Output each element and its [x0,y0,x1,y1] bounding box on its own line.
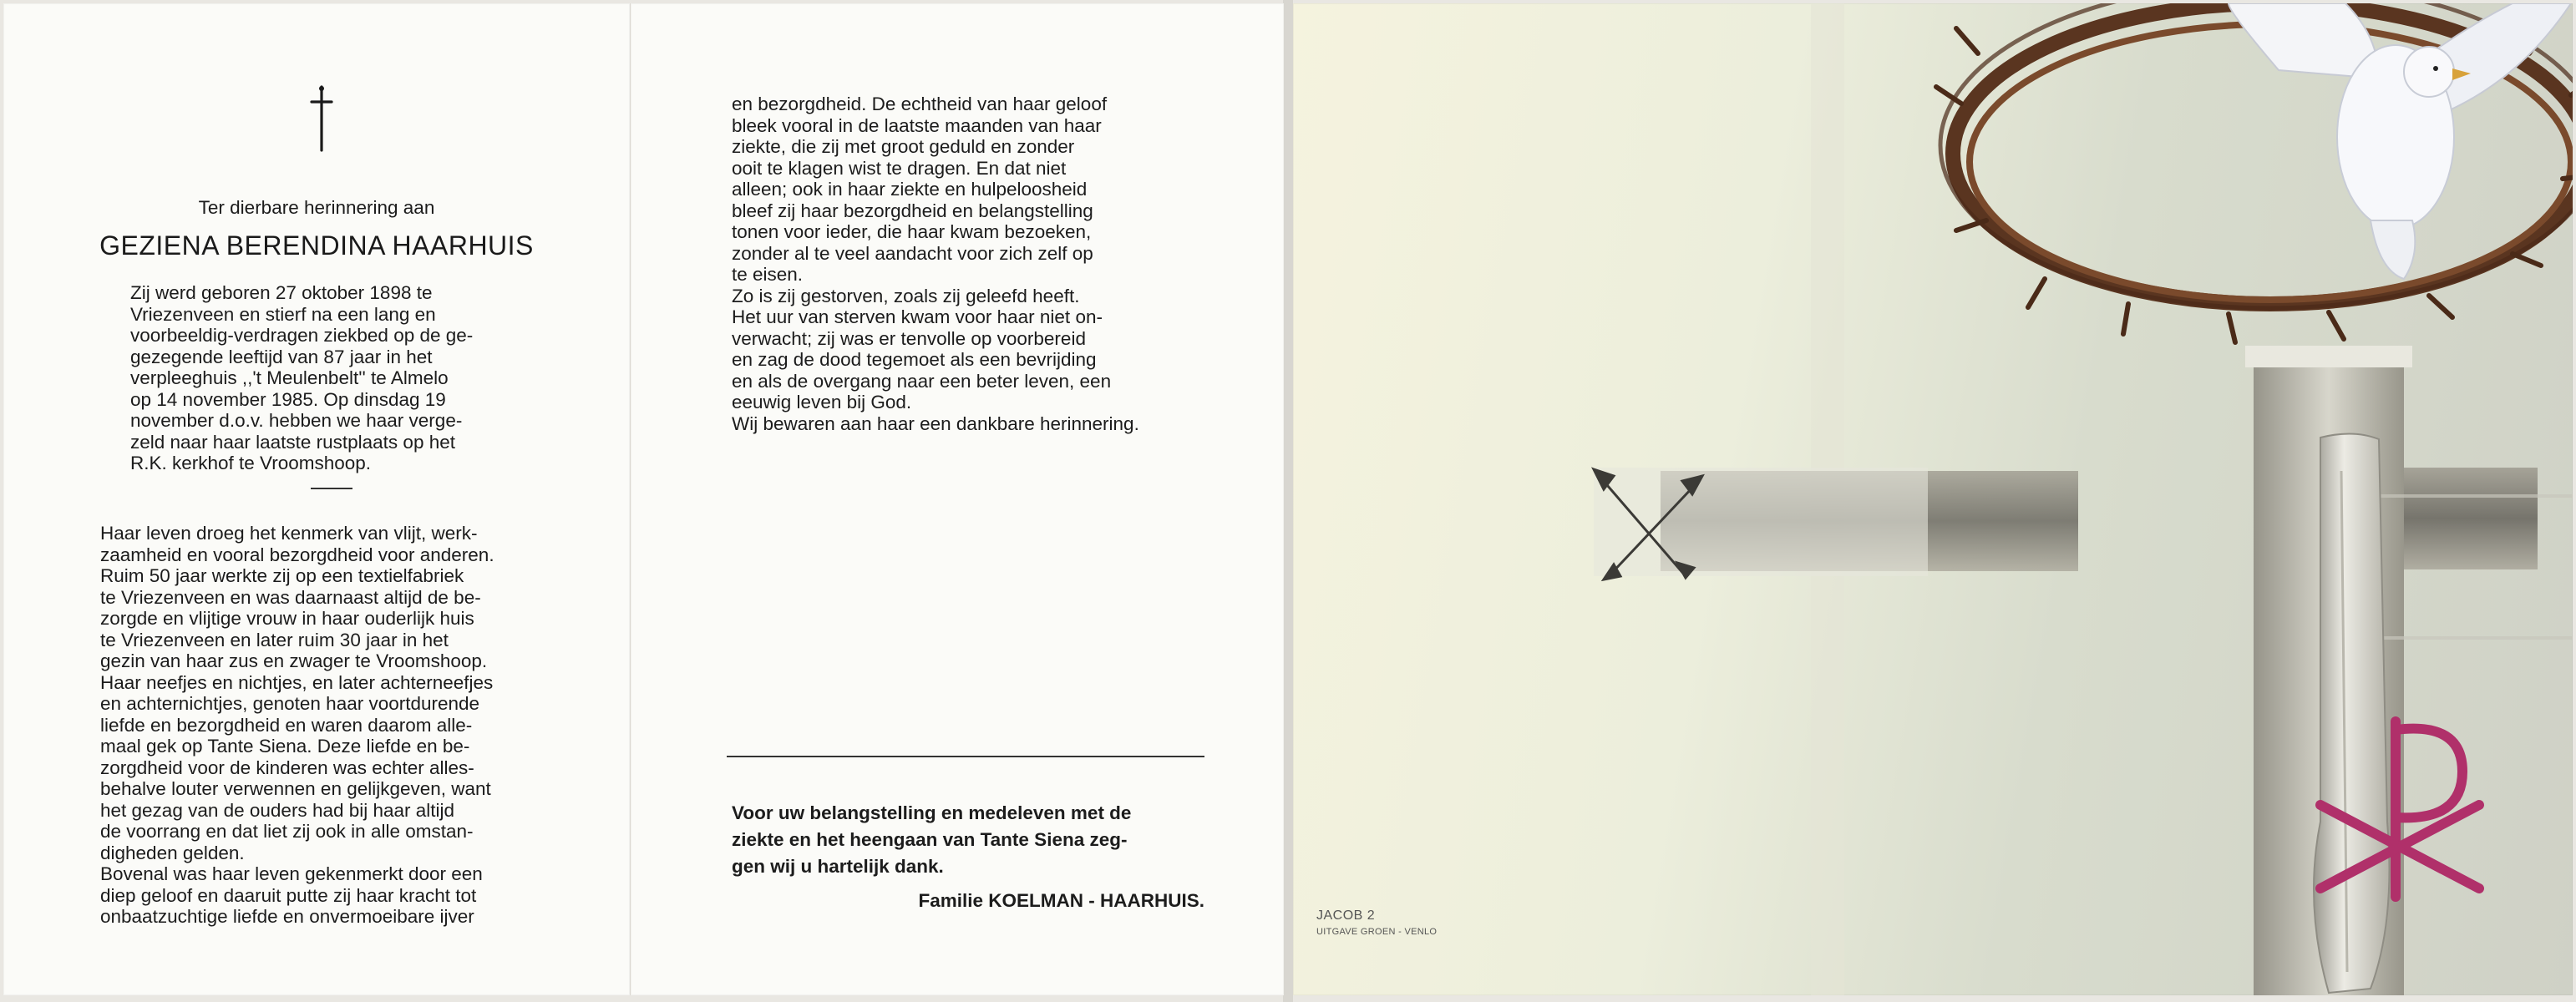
text-line: Ruim 50 jaar werkte zij op een textielfabriek [100,565,464,586]
cross-icon [309,84,334,152]
text-line: de voorrang en dat liet zij ook in alle omstan- [100,821,474,842]
text-line: Voor uw belangstelling en medeleven met de [732,802,1132,823]
text-line: onbaatzuchtige liefde en onvermoeibare ijver [100,906,474,927]
text-line: Het uur van sterven kwam voor haar niet on- [732,306,1103,327]
text-line: zorgde en vlijtige vrouw in haar ouderlijk huis [100,608,474,629]
text-line: voorbeeldig-verdragen ziekbed op de ge- [130,325,474,346]
cross-beam-right [2404,468,2538,569]
imprint-series: JACOB 2 [1316,908,1376,923]
text-line: gezegende leeftijd van 87 jaar in het [130,346,433,367]
text-line: zorgdheid voor de kinderen was echter alles- [100,757,474,778]
text-line: Zij werd geboren 27 oktober 1898 te [130,282,433,303]
text-line: maal gek op Tante Siena. Deze liefde en be- [100,736,470,757]
shroud-cloth [2314,433,2390,993]
text-line: ziekte en het heengaan van Tante Siena zeg- [732,829,1128,850]
short-divider [311,488,352,489]
imprint-publisher: UITGAVE GROEN - VENLO [1316,927,1438,937]
text-line: en als de overgang naar een beter leven, een [732,370,1112,392]
thanks-paragraph [732,800,1204,880]
text-line: Haar neefjes en nichtjes, en later achterneefjes [100,671,494,693]
fold-gap [1283,0,1293,1002]
text-line: R.K. kerkhof te Vroomshoop. [130,453,372,473]
text-line: behalve louter verwennen en gelijkgeven, want [100,778,491,799]
family-signature: Familie KOELMAN - HAARHUIS. [918,890,1204,911]
text-line: op 14 november 1985. Op dinsdag 19 [130,388,446,410]
text-line: en bezorgdheid. De echtheid van haar geloof [732,94,1108,114]
deceased-name: GEZIENA BERENDINA HAARHUIS [99,230,534,261]
text-line: eeuwig leven bij God. [732,392,912,412]
text-line: Zo is zij gestorven, zoals zij geleefd heeft. [732,285,1080,306]
text-line: te Vriezenveen en was daarnaast altijd de be- [100,586,481,608]
continuation-paragraph [732,94,1204,434]
text-line: zaamheid en vooral bezorgdheid voor anderen. [100,544,494,565]
text-line: bleef zij haar bezorgdheid en belangstelling [732,200,1093,221]
text-line: Vriezenveen en stierf na een lang en [130,303,436,325]
long-divider [727,756,1204,757]
text-line: zeld naar haar laatste rustplaats op het [130,431,455,453]
text-line: bleek vooral in de laatste maanden van haar [732,114,1102,136]
intro-text: Ter dierbare herinnering aan [198,197,435,218]
text-line: ooit te klagen wist te dragen. En dat niet [732,157,1067,179]
text-line: digheden gelden. [100,842,245,863]
text-line: het gezag van de ouders had bij haar altijd [100,799,455,821]
artwork [1293,3,2573,995]
text-line: Bovenal was haar leven gekenmerkt door een [100,863,483,884]
life-paragraph [100,523,568,928]
text-line: diep geloof en daaruit putte zij haar kracht tot [100,884,477,906]
left-panel [3,3,630,995]
text-line: en zag de dood tegemoet als een bevrijding [732,349,1097,370]
text-line: verpleeghuis ,,'t Meulenbelt'' te Almelo [130,367,449,388]
text-line: zonder al te veel aandacht voor zich zelf op [732,242,1093,264]
publisher-imprint [1316,908,1437,937]
text-line: tonen voor ieder, die haar kwam bezoeken, [732,221,1092,242]
text-line: verwacht; zij was er tenvolle op voorbereid [732,327,1086,349]
text-line: gezin van haar zus en zwager te Vroomshoop. [100,650,488,671]
cross-post-top [2245,346,2412,367]
text-line: te Vriezenveen en later ruim 30 jaar in het [100,629,449,650]
beam-highlight [1594,468,1928,576]
text-line: en achternichtjes, genoten haar voortdurende [100,693,480,714]
artwork-panel [1293,3,2573,995]
text-line: Haar leven droeg het kenmerk van vlijt, werk- [100,523,478,544]
text-line: te eisen. [732,264,804,285]
bio-paragraph [130,282,540,474]
text-line: gen wij u hartelijk dank. [732,856,944,877]
text-line: november d.o.v. hebben we haar verge- [130,410,463,431]
text-line: alleen; ook in haar ziekte en hulpeloosheid [732,179,1088,200]
text-line: liefde en bezorgdheid en waren daarom alle- [100,714,473,736]
text-line: Wij bewaren aan haar een dankbare herinnering. [732,412,1139,434]
text-line: ziekte, die zij met groot geduld en zonder [732,136,1075,157]
